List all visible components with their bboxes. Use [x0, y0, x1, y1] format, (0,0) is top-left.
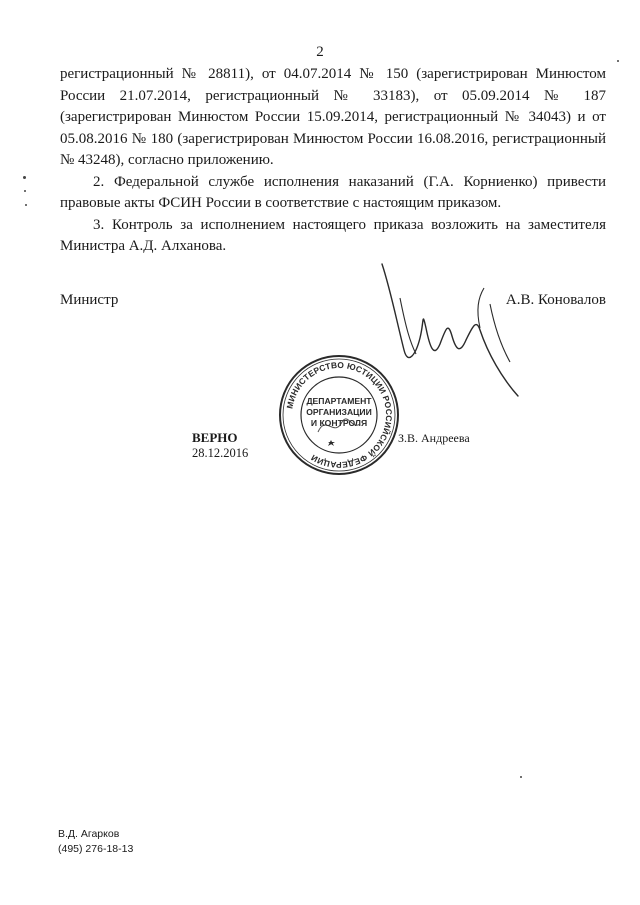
certified-label: ВЕРНО: [192, 430, 238, 445]
official-stamp-icon: [278, 354, 400, 476]
executor-phone: (495) 276-18-13: [58, 843, 134, 855]
page-number: 2: [316, 44, 324, 60]
stamp-center-line-1: ДЕПАРТАМЕНТ: [306, 396, 372, 406]
scan-speck: [23, 176, 26, 179]
stamp-center-line-3: И КОНТРОЛЯ: [310, 418, 368, 428]
scan-speck: [25, 204, 27, 206]
paragraph-continuation: регистрационный № 28811), от 04.07.2014 № 150 (зарегистрирован Минюстом России 21.07.2014, регистрационный № 33183), от 05.09.2014 № 187 (зарегистрирован Минюстом России 15.09.2014, регистрационный № 34043) и от 05.08.2016 № 180 (зарегистрирован Минюстом России 16.08.2016, регистрационный № 43248), согласно приложению.: [60, 66, 606, 168]
certified-date: 28.12.2016: [192, 446, 249, 460]
document-body: [60, 64, 606, 258]
stamp-center-line-2: ОРГАНИЗАЦИИ: [306, 407, 372, 417]
certifier-name: З.В. Андреева: [398, 431, 470, 445]
scan-speck: [520, 776, 522, 778]
signatory-title: Министр: [60, 292, 119, 308]
scan-speck: [617, 60, 619, 62]
signatory-name: А.В. Коновалов: [505, 292, 606, 308]
executor-name: В.Д. Агарков: [58, 828, 120, 840]
stamp-ring-text: МИНИСТЕРСТВО ЮСТИЦИИ РОССИЙСКОЙ ФЕДЕРАЦИИ: [284, 359, 395, 471]
scan-speck: [24, 190, 26, 192]
paragraph-2: 2. Федеральной службе исполнения наказаний (Г.А. Корниенко) привести правовые акты ФСИН России в соответствие с настоящим приказом.: [60, 173, 606, 211]
paragraph-3: 3. Контроль за исполнением настоящего приказа возложить на заместителя Министра А.Д. Алханова.: [60, 216, 606, 254]
